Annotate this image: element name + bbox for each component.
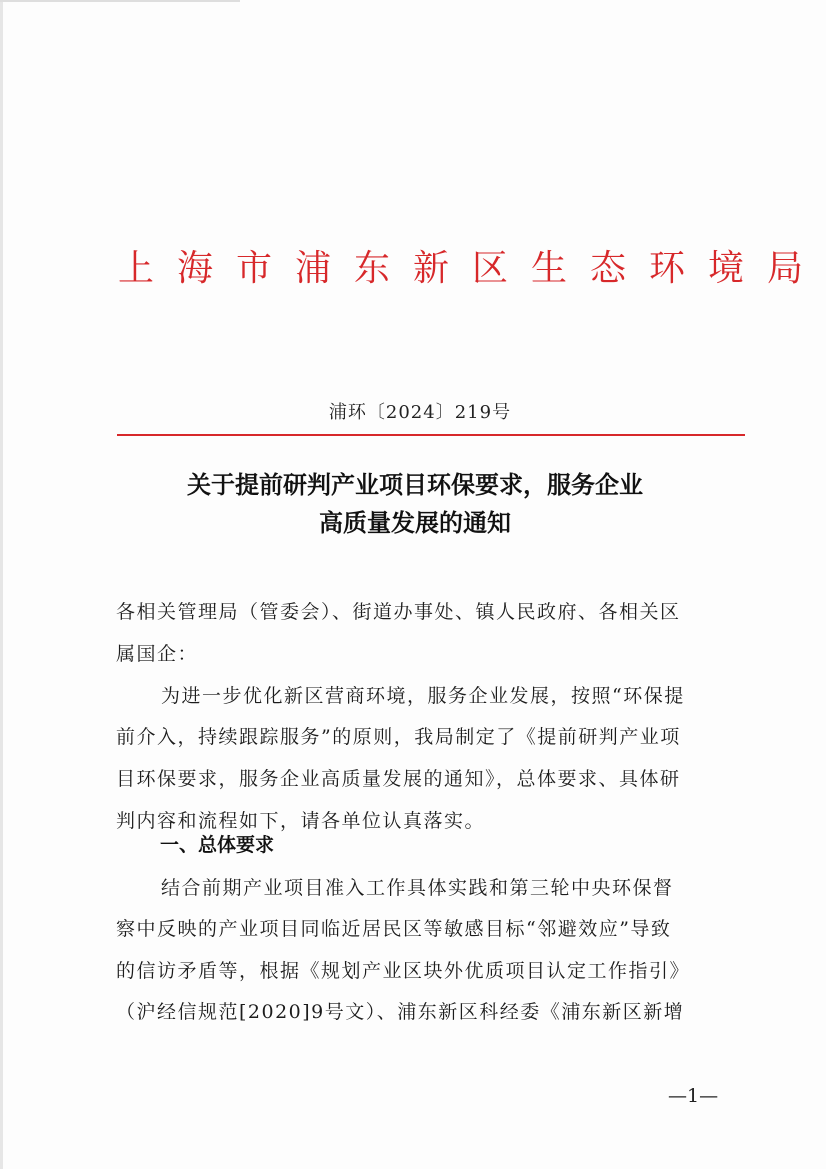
paragraph-line: 前介入，持续跟踪服务”的原则，我局制定了《提前研判产业项 <box>116 726 681 748</box>
paragraph-line: 目环保要求，服务企业高质量发展的通知》，总体要求、具体研 <box>116 768 681 790</box>
paragraph-line: 的信访矛盾等，根据《规划产业区块外优质项目认定工作指引》 <box>116 960 691 982</box>
title-line: 高质量发展的通知 <box>319 509 511 537</box>
paragraph-line: 察中反映的产业项目同临近居民区等敏感目标“邻避效应”导致 <box>116 918 672 940</box>
paragraph-line: 结合前期产业项目准入工作具体实践和第三轮中央环保督 <box>161 877 674 899</box>
paragraph-line: 判内容和流程如下，请各单位认真落实。 <box>116 810 486 832</box>
scan-edge <box>0 0 240 2</box>
issuing-agency: 上海市浦东新区生态环境局 <box>118 248 826 289</box>
scan-edge <box>0 0 3 1169</box>
addressee-line: 属国企： <box>116 643 199 665</box>
paragraph-line: （沪经信规范[2020]9号文）、浦东新区科经委《浦东新区新增 <box>116 1001 685 1023</box>
red-divider <box>117 434 745 436</box>
title-line: 关于提前研判产业项目环保要求，服务企业 <box>187 471 643 499</box>
addressee-line: 各相关管理局（管委会）、街道办事处、镇人民政府、各相关区 <box>116 601 681 623</box>
section-heading: 一、总体要求 <box>160 834 275 856</box>
document-title <box>120 466 710 542</box>
document-number: 浦环〔2024〕219号 <box>328 402 512 423</box>
paragraph-line: 为进一步优化新区营商环境，服务企业发展，按照“环保提 <box>161 685 685 707</box>
page-number: —1— <box>668 1085 719 1107</box>
